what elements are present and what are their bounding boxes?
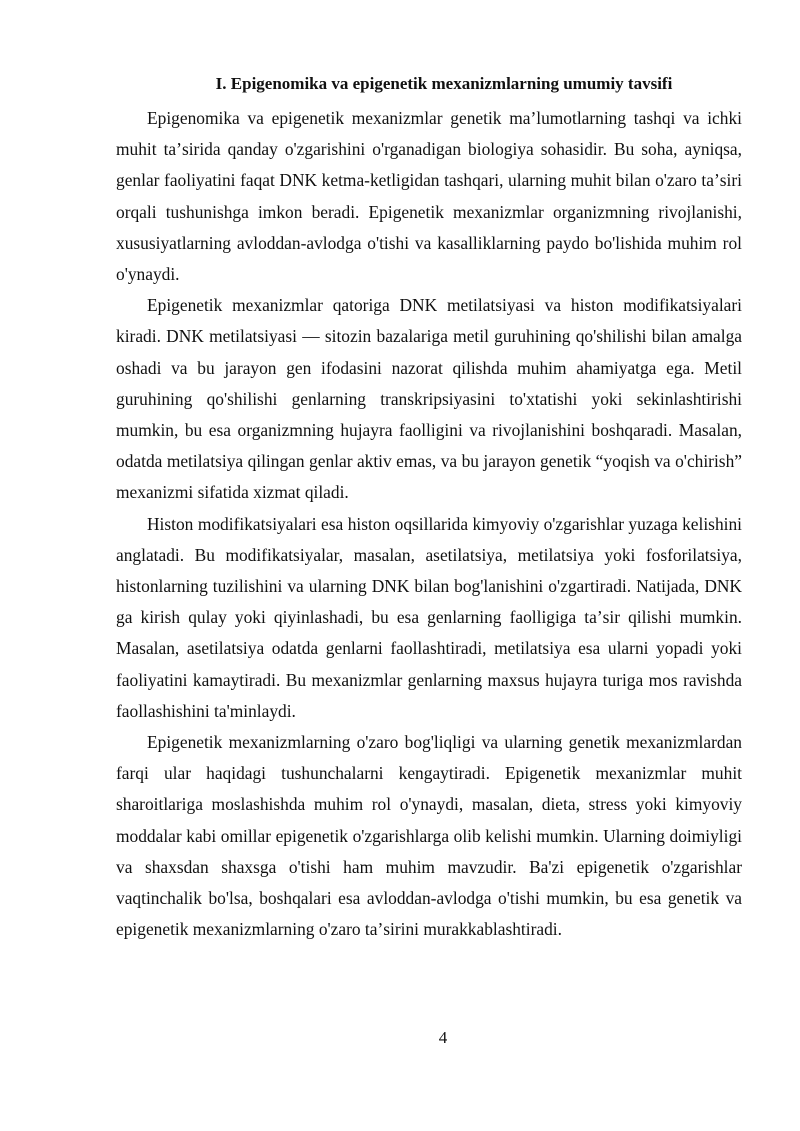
document-page	[116, 72, 742, 945]
page-number: 4	[438, 1028, 448, 1047]
paragraph-dna-methylation: Epigenetik mexanizmlar qatoriga DNK metilatsiyasi va histon modifikatsiyalari kiradi. DNK metilatsiyasi — sitozin bazalariga metil guruhining qo'shilishi bilan amalga oshadi va bu jarayon gen ifodasini nazorat qilishda muhim ahamiyatga ega. Metil guruhining qo'shilishi genlarning transkripsiyasini to'xtatishi yoki sekinlashtirishi mumkin, bu esa organizmning hujayra faolligini va rivojlanishini boshqaradi. Masalan, odatda metilatsiya qilingan genlar aktiv emas, va bu jarayon genetik “yoqish va o'chirish” mexanizmi sifatida xizmat qiladi.	[116, 295, 742, 503]
paragraph-histone-modifications: Histon modifikatsiyalari esa histon oqsillarida kimyoviy o'zgarishlar yuzaga kelishini anglatadi. Bu modifikatsiyalar, masalan, asetilatsiya, metilatsiya yoki fosforilatsiya, histonlarning tuzilishini va ularning DNK bilan bog'lanishini o'zgartiradi. Natijada, DNK ga kirish qulay yoki qiyinlashadi, bu esa genlarning faolligiga taʼsir qilishi mumkin. Masalan, asetilatsiya odatda genlarni faollashtiradi, metilatsiya esa ularni yopadi yoki faoliyatini kamaytiradi. Bu mexanizmlar genlarning maxsus hujayra turiga mos ravishda faollashishini ta'minlaydi.	[116, 513, 742, 721]
section-heading: I. Epigenomika va epigenetik mexanizmlarning umumiy tavsifi	[215, 74, 673, 93]
paragraph-intro: Epigenomika va epigenetik mexanizmlar genetik maʼlumotlarning tashqi va ichki muhit taʼsirida qanday o'zgarishini o'rganadigan biologiya sohasidir. Bu soha, ayniqsa, genlar faoliyatini faqat DNK ketma-ketligidan tashqari, ularning muhit bilan o'zaro taʼsiri orqali tushunishga imkon beradi. Epigenetik mexanizmlar organizmning rivojlanishi, xususiyatlarning avloddan-avlodga o'tishi va kasalliklarning paydo bo'lishida muhim rol o'ynaydi.	[116, 108, 742, 285]
paragraph-interrelation: Epigenetik mexanizmlarning o'zaro bog'liqligi va ularning genetik mexanizmlardan farqi ular haqidagi tushunchalarni kengaytiradi. Epigenetik mexanizmlar muhit sharoitlariga moslashishda muhim rol o'ynaydi, masalan, dieta, stress yoki kimyoviy moddalar kabi omillar epigenetik o'zgarishlarga olib kelishi mumkin. Ularning doimiyligi va shaxsdan shaxsga o'tishi ham muhim mavzudir. Ba'zi epigenetik o'zgarishlar vaqtinchalik bo'lsa, boshqalari esa avloddan-avlodga o'tishi mumkin, bu esa genetik va epigenetik mexanizmlarning o'zaro taʼsirini murakkablashtiradi.	[116, 732, 742, 940]
